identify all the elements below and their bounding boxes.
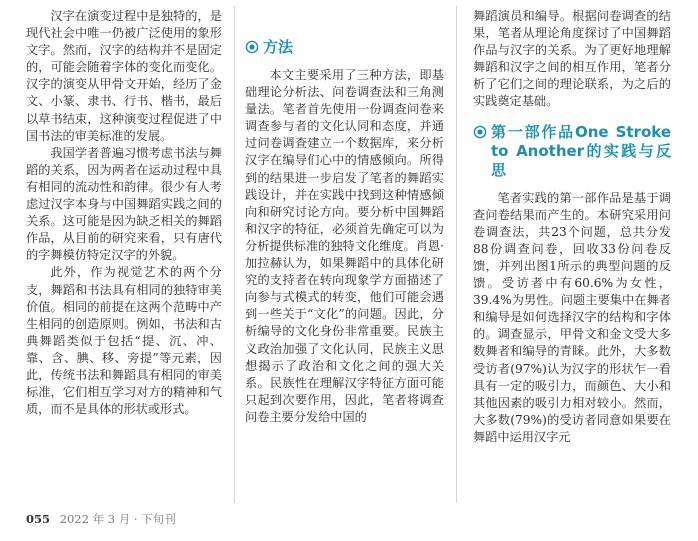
col1-paragraph-3: 此外，作为视觉艺术的两个分支，舞蹈和书法具有相同的独特审美价值。相同的前提在这两个范畴中产生相同的创造原则。例如，书法和古典舞蹈类似于包括“提、沉、冲、靠、含、腆、移、旁提”等元素，因此，传统书法和舞蹈具有相同的审美标准，它们相互学习对方的精神和气质，而不是具体的形状或形式。	[26, 265, 222, 417]
column-1	[26, 8, 222, 501]
section-heading-first-work	[473, 123, 671, 180]
column-divider-1	[234, 6, 235, 503]
col1-paragraph-1: 汉字在演变过程中是独特的，是现代社会中唯一仍被广泛使用的象形文字。然而，汉字的结构并不是固定的，可能会随着字体的变化而变化。汉字的演变从甲骨文开始，经历了金文、小篆、隶书、行书、楷书，最后以草书结束，这种演变过程促进了中国书法的审美标准的发展。	[26, 9, 222, 143]
col3-paragraph-continued: 舞蹈演员和编导。根据问卷调查的结果，笔者从理论角度探讨了中国舞蹈作品与汉字的关系。为了更好地理解舞蹈和汉字之间的相互作用，笔者分析了它们之间的理论联系，为之后的实践奠定基础。	[473, 9, 671, 109]
col1-paragraph-2: 我国学者普遍习惯考虑书法与舞蹈的关系，因为两者在运动过程中具有相同的流动性和韵律。很少有人考虑过汉字本身与中国舞蹈实践之间的关系。这可能是因为缺乏相关的舞蹈作品，从目前的研究来看，只有唐代的字舞模仿特定汉字的外貌。	[26, 145, 222, 263]
page-footer	[26, 511, 176, 527]
column-2	[245, 8, 444, 501]
section-heading-text: 第一部作品One Stroke to Another的实践与反思	[491, 122, 671, 179]
issue-date: 2022 年 3 月 · 下旬刊	[59, 512, 176, 526]
col2-paragraph-1: 本文主要采用了三种方法，即基础理论分析法、问卷调查法和三角测量法。笔者首先使用一份调查问卷来调查参与者的文化认同和态度，并通过问卷调查建立一个数据库，来分析汉字在编导们心中的情感倾向。所得到的结果进一步启发了笔者的舞蹈实践设计，并在实践中找到这种情感倾向和研究讨论方向。要分析中国舞蹈和汉字的特征，必须首先确定可以为分析提供标准的独特文化维度。肖恩·加拉赫认为，如果舞蹈中的具体化研究的支持者在转向现象学方面描述了向参与式模式的转变，他们可能会遇到一些关于“文化”的问题。因此，分析编导的文化身份非常重要。民族主义政治加强了文化认同，民族主义思想揭示了政治和文化之间的强大关系。民族性在理解汉字特征方面可能只起到次要作用，因此，笔者将调查问卷主要分发给中国的	[245, 68, 444, 424]
circle-dot-icon	[245, 40, 259, 54]
column-3	[473, 8, 671, 501]
section-heading-text: 方法	[263, 38, 294, 56]
circle-dot-icon	[473, 125, 487, 139]
col3-paragraph-1: 笔者实践的第一部作品是基于调查问卷结果而产生的。本研究采用问卷调查法，共23个问题，总共分发88份调查问卷，回收33份问卷反馈，并列出图1所示的典型问题的反馈。受访者中有60.6%为女性，39.4%为男性。问题主要集中在舞者和编导是如何选择汉字的结构和字体的。调查显示，甲骨文和金文受大多数舞者和编导的青睐。此外，大多数受访者(97%)认为汉字的形状乍一看具有一定的吸引力，而颜色、大小和其他因素的吸引力相对较小。然而，大多数(79%)的受访者同意如果要在舞蹈中运用汉字元	[473, 190, 671, 444]
section-heading-methods	[245, 38, 444, 57]
page-number: 055	[26, 512, 51, 526]
column-divider-2	[456, 6, 457, 503]
